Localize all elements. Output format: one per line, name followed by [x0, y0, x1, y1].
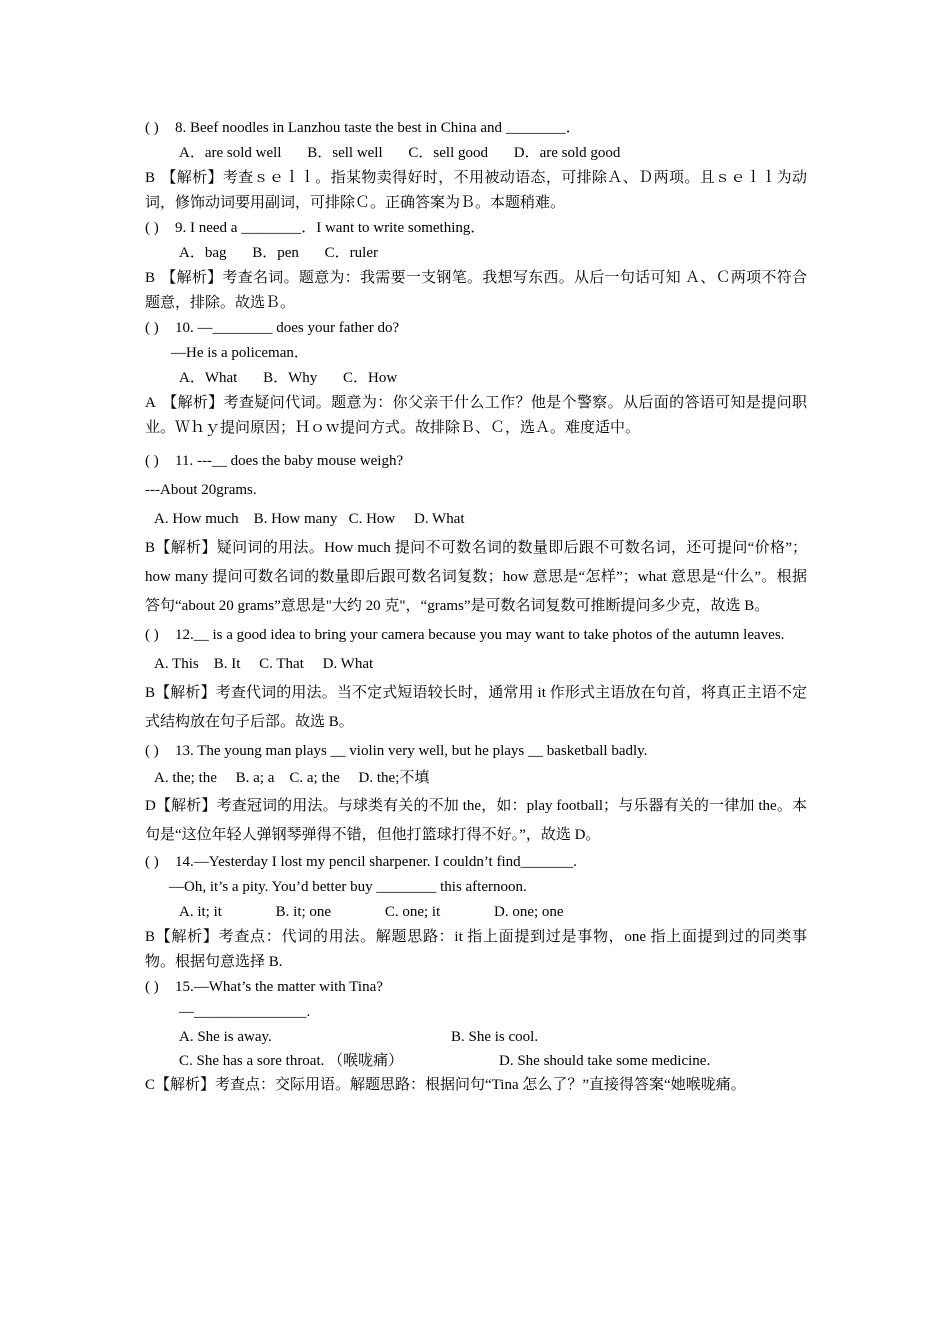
- options-row-2: [145, 1049, 807, 1073]
- question-stem: 12.__ is a good idea to bring your camera because you may want to take photos of the autumn leaves.: [175, 627, 785, 643]
- question-9: [145, 216, 807, 241]
- answer-blank: ( ): [145, 453, 159, 469]
- option-b: B．pen: [252, 245, 299, 261]
- option-c: C. one; it: [384, 904, 441, 920]
- content: [145, 116, 807, 1098]
- explanation: [145, 166, 807, 216]
- answer-letter: B: [145, 540, 156, 556]
- question-stem: 8. Beef noodles in Lanzhou taste the best in China and ________．: [175, 120, 581, 136]
- explanation-text: 【解析】考查疑问代词。题意为：你父亲干什么工作？他是个警察。从后面的答语可知是提问职业。Ｗｈｙ提问原因；Ｈｏｗ提问方式。故排除Ｂ、Ｃ，选Ａ。难度适中。: [145, 395, 807, 436]
- question-stem: 15.—What’s the matter with Tina?: [175, 979, 383, 995]
- options: [145, 141, 807, 166]
- explanation-text: 【解析】考查ｓｅｌｌ。指某物卖得好时，不用被动语态，可排除Ａ、Ｄ两项。且ｓｅｌｌ为动词，修饰动词要用副词，可排除Ｃ。正确答案为Ｂ。本题稍难。: [145, 170, 807, 211]
- question-8: [145, 116, 807, 141]
- option-a: A．are sold well: [179, 145, 282, 161]
- option-d: D. She should take some medicine.: [499, 1053, 711, 1069]
- option-a: A. She is away.: [179, 1029, 272, 1045]
- option-c: C. She has a sore throat. （喉咙痛）: [179, 1053, 404, 1069]
- options: A. How much B. How many C. How D. What: [154, 511, 465, 527]
- answer-blank: ( ): [145, 979, 159, 995]
- answer-blank: ( ): [145, 320, 159, 336]
- question-stem: 10. —________ does your father do?: [175, 320, 400, 336]
- answer-blank: ( ): [145, 854, 159, 870]
- option-b: B. it; one: [275, 904, 332, 920]
- question-10: [145, 316, 807, 341]
- question-reply: —Oh, it’s a pity. You’d better buy ________ this afternoon.: [169, 879, 527, 895]
- question-stem: 11. ---__ does the baby mouse weigh?: [175, 453, 404, 469]
- option-c: C．How: [343, 370, 398, 386]
- explanation: [145, 679, 807, 737]
- options: A. the; the B. a; a C. a; the D. the;不填: [154, 770, 430, 786]
- explanation: [145, 266, 807, 316]
- explanation-text: 【解析】考查名词。题意为：我需要一支钢笔。我想写东西。从后一句话可知 Ａ、Ｃ两项不符合题意，排除。故选Ｂ。: [145, 270, 807, 311]
- explanation-text: 【解析】考查点：代词的用法。解题思路：it 指上面提到过是事物，one 指上面提到过的同类事物。根据句意选择 B.: [145, 929, 807, 970]
- question-11: [145, 447, 807, 476]
- options: [145, 241, 807, 266]
- option-b: B．Why: [263, 370, 318, 386]
- question-reply: ---About 20grams.: [145, 482, 257, 498]
- answer-letter: B: [145, 929, 156, 945]
- option-c: C．sell good: [408, 145, 488, 161]
- question-15: [145, 975, 807, 1000]
- question-reply: —He is a policeman．: [171, 345, 309, 361]
- option-a: A．What: [179, 370, 238, 386]
- answer-letter: D: [145, 798, 156, 814]
- options: [145, 366, 807, 391]
- explanation-text: 【解析】疑问词的用法。How much 提问不可数名词的数量即后跟不可数名词，还可提问“价格”；how many 提问可数名词的数量即后跟可数名词复数；how 意思是“怎样”；what 意思是“什么”。根据答句“about 20 grams”意思是"大约 20 克"，“grams”是可数名词复数可推断提问多少克，故选 B。: [145, 540, 807, 614]
- answer-letter: B: [145, 685, 156, 701]
- explanation: [145, 534, 807, 621]
- option-d: D．are sold good: [513, 145, 621, 161]
- option-c: C．ruler: [324, 245, 378, 261]
- explanation-text: 【解析】考查代词的用法。当不定式短语较长时，通常用 it 作形式主语放在句首，将真正主语不定式结构放在句子后部。故选 B。: [145, 685, 807, 730]
- answer-blank: ( ): [145, 627, 159, 643]
- question-14: [145, 850, 807, 875]
- question-stem: 14.—Yesterday I lost my pencil sharpener. I couldn’t find_______.: [175, 854, 577, 870]
- options: [145, 900, 807, 925]
- explanation: [145, 792, 807, 850]
- question-reply: —_______________.: [179, 1004, 311, 1020]
- explanation-text: 【解析】考查冠词的用法。与球类有关的不加 the，如：play football；与乐器有关的一律加 the。本句是“这位年轻人弹钢琴弹得不错，但他打篮球打得不好。”，故选 D。: [145, 798, 807, 843]
- option-d: D. one; one: [494, 904, 564, 920]
- answer-letter: B: [145, 270, 156, 286]
- question-stem: 9. I need a ________．I want to write something．: [175, 220, 486, 236]
- option-a: A. it; it: [179, 904, 222, 920]
- option-a: A．bag: [179, 245, 227, 261]
- explanation: [145, 1073, 807, 1098]
- question-12: [145, 621, 807, 650]
- explanation: [145, 391, 807, 441]
- answer-blank: ( ): [145, 220, 159, 236]
- question-13: [145, 737, 807, 765]
- answer-letter: A: [145, 395, 156, 411]
- answer-letter: C: [145, 1077, 156, 1093]
- explanation: [145, 925, 807, 975]
- answer-blank: ( ): [145, 120, 159, 136]
- options-row-1: [145, 1025, 807, 1049]
- option-b: B. She is cool.: [451, 1029, 539, 1045]
- option-b: B．sell well: [307, 145, 383, 161]
- answer-letter: B: [145, 170, 156, 186]
- answer-blank: ( ): [145, 743, 159, 759]
- question-stem: 13. The young man plays __ violin very well, but he plays __ basketball badly.: [175, 743, 648, 759]
- options: A. This B. It C. That D. What: [154, 656, 374, 672]
- explanation-text: 【解析】考查点：交际用语。解题思路：根据问句“Tina 怎么了？”直接得答案“她喉咙痛。: [155, 1077, 746, 1093]
